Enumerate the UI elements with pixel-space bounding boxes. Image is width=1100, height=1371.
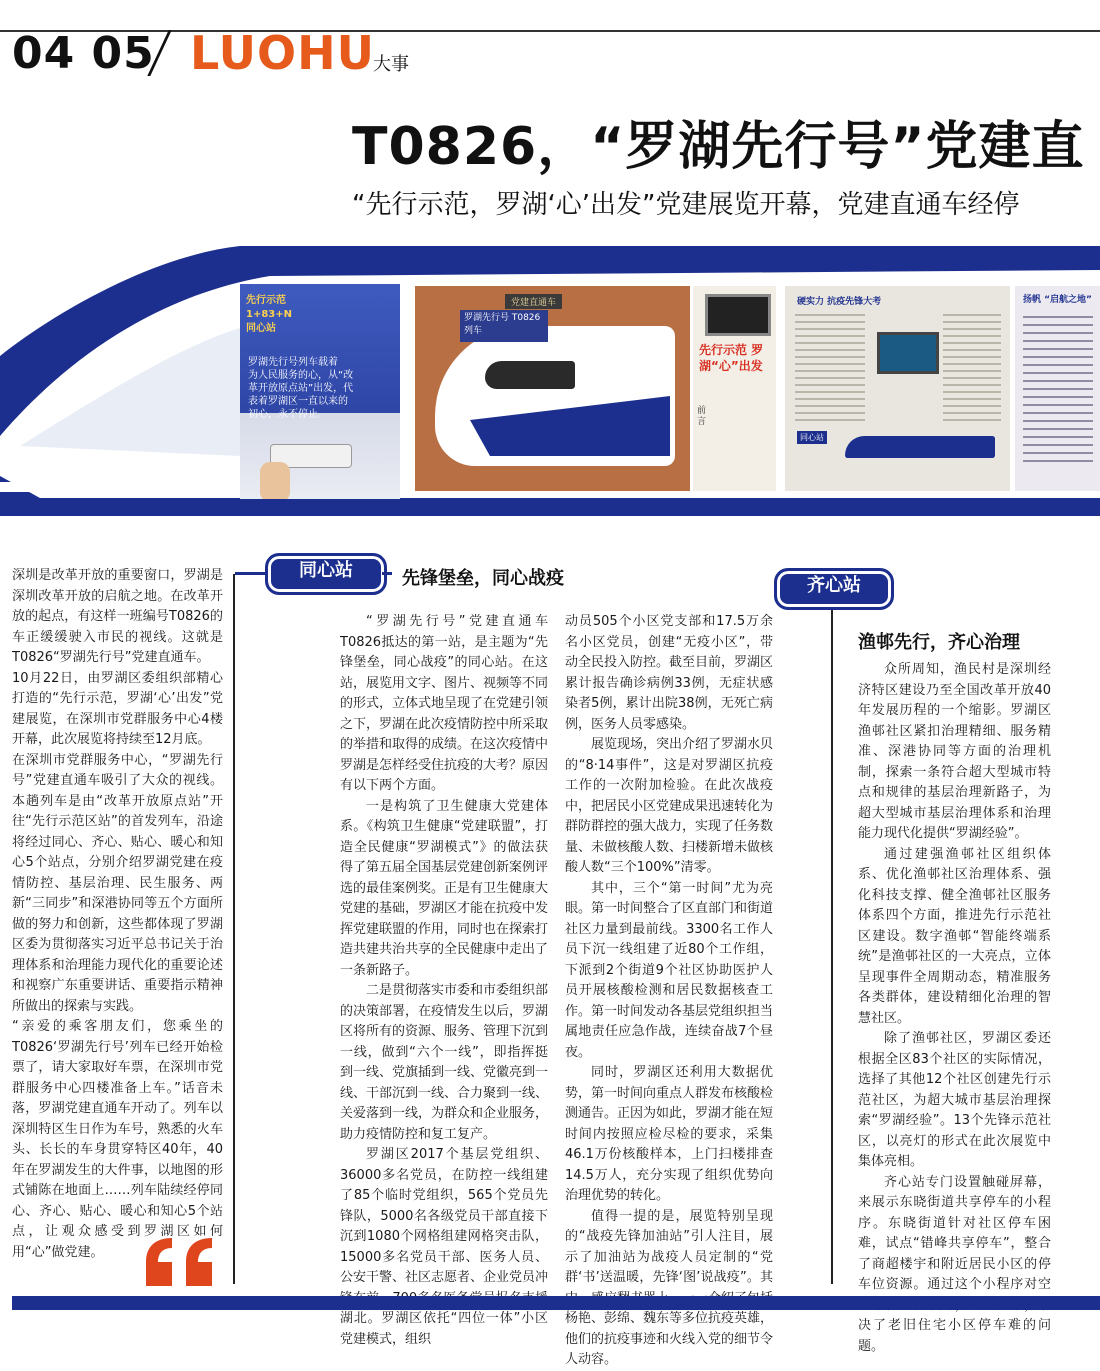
article-paragraph: “罗湖先行号”党建直通车T0826抵达的第一站，是主题为“先锋堡垒，同心战疫”的同心站。在这站，展览用文字、图片、视频等不同的形式，立体式地呈现了在党建引领之下，罗湖在此次疫情防控中所采取的举措和取得的成绩。在这次疫情中罗湖是怎样经受住抗疫的大考？原因有以下两个方面。 xyxy=(340,614,549,793)
photo-label: 前言 xyxy=(697,406,707,427)
exhibit-photo-wall xyxy=(240,284,400,499)
photo-brush-title: 先行示范 罗湖“心”出发 xyxy=(699,343,764,373)
photo-text: 1+83+N xyxy=(246,309,293,320)
article-paragraph: 其中，三个“第一时间”尤为亮眼。第一时间整合了区直部门和街道社区力量到最前线。3300名工作人员下沉一线组建了近80个工作组，下派到2个街道9个社区协助医护人员开展核酸检测和居民数据核查工作。第一时间发动各基层党组织担当属地责任应急作战，连续奋战7个昼夜。 xyxy=(565,880,774,1060)
qixin-column xyxy=(858,660,1051,1357)
intro-paragraph: 在深圳市党群服务中心，“罗湖先行号”党建直通车吸引了大众的视线。本趟列车是由“改革开放原点站”开往“先行示范区站”的首发列车，沿途将经过同心、齐心、贴心、暖心和知心5个站点，分别介绍罗湖党建在疫情防控、基层治理、民生服务、两新“三同步”和深港协同等五个方面所做的努力和创新，这些都体现了罗湖区委为贯彻落实习近平总书记关于治理体系和治理能力现代化的重要论述和视察广东重要讲话、重要指示精神所做出的探索与实践。 xyxy=(12,752,223,1014)
photo-sign: 党建直通车 xyxy=(505,294,562,309)
article-paragraph: 动员505个小区党支部和17.5万余名小区党员，创建“无疫小区”，带动全民投入防控。截至目前，罗湖区累计报告确诊病例33例，无症状感染者5例，累计出院38例，无死亡病例，医务人员零感染。 xyxy=(565,614,774,732)
article-paragraph: 罗湖区2017个基层党组织、36000多名党员，在防控一线组建了85个临时党组织，565个党员先锋队，5000名各级党员干部直接下沉到1080个网格组建网格突击队，15000多名党员干部、医务人员、公安干警、社区志愿者、企业党员冲 湖北。罗湖区依托“四位一体”小区党建模式，组织 xyxy=(340,1147,549,1347)
article-paragraph: 除了渔邨社区，罗湖区委还根据全区83个社区的实际情况，选择了其他12个社区创建先行示范社区，为超大城市基层治理探索“罗湖经验”。13个先锋示范社区，以亮灯的形式在此次展览中集体亮相。 xyxy=(858,1031,1051,1169)
photo-text: 表着罗湖区一直以来的 xyxy=(248,396,348,407)
page-title: T0826，“罗湖先行号”党建直 xyxy=(352,117,1085,177)
photo-board: 罗湖先行号 T0826列车 xyxy=(460,310,548,342)
section-heading-tongxin: 先锋堡垒，同心战疫 xyxy=(402,568,564,589)
photo-text: 为人民服务的心，从“改 xyxy=(248,370,354,381)
section-label: 大事 xyxy=(373,54,409,75)
column-divider xyxy=(233,574,235,1284)
photo-text: 同心站 xyxy=(246,323,276,334)
photo-text: 革开放原点站”出发，代 xyxy=(248,383,354,394)
article-paragraph: 齐心站专门设置触碰屏幕，来展示东晓街道共享停车的小程序。东晓街道针对社区停车困难，试点“错峰共享停车”，整合了商超楼宇和附近居民小区的停车位资源。通过这个小程序对空 决了老旧住宅小区停车难的问题。 xyxy=(858,1174,1051,1354)
station-line xyxy=(235,572,265,575)
footer-bar xyxy=(12,1296,1100,1310)
photo-text: 先行示范 xyxy=(246,295,286,306)
section-heading-qixin: 渔邨先行，齐心治理 xyxy=(858,632,1020,653)
page-subtitle: “先行示范，罗湖‘心’出发”党建展览开幕，党建直通车经停 xyxy=(352,190,1020,220)
article-paragraph: 值得一提的是，展览特别呈现的“战疫先锋加油站”引人注目，展示了加油站为战疫人员定制的“党群‘书’送温暖，先锋‘图’说战疫”。其 杨艳、彭绵、魏东等多位抗疫英雄，他们的抗疫事迹和火线入党的细节令人动容。 xyxy=(565,1208,774,1367)
intro-column xyxy=(12,566,223,1263)
page-numbers: 04 05 xyxy=(12,28,155,79)
quote-mark-icon xyxy=(142,1236,222,1292)
station-line xyxy=(382,572,392,575)
train-illustration xyxy=(0,246,1100,526)
column-divider xyxy=(831,604,833,1284)
intro-paragraph: “亲爱的乘客朋友们，您乘坐的T0826‘罗湖先行号’列车已经开始检票了，请大家取好车票，在深圳市党群服务中心四楼准备上车。”话音未落，罗湖党建直通车开动了。列车以深圳特区生日作为车号，熟悉的火车头、长长的车身贯穿特区40年，40年在罗湖发生的大件事，以地图的形式铺陈在地面上……列车陆续经停同心、齐心、贴心、暖心和知心5个站点，让观众感受到罗湖区如何用“心”做党建。 xyxy=(12,1019,223,1260)
tongxin-column-1 xyxy=(340,612,548,1350)
article-paragraph: 同时，罗湖区还利用大数据优势，第一时间向重点人群发布核酸检测通告。正因为如此，罗湖才能在短时间内按照应检尽检的要求，采集46.1万份核酸样本，上门扫楼排查14.5万人，充分实现了组织优势向治理优势的转化。 xyxy=(565,1065,774,1203)
station-badge-tongxin: 同心站 xyxy=(265,553,387,595)
photo-station-label: 同心站 xyxy=(797,431,827,444)
article-paragraph: 一是构筑了卫生健康大党建体系。《构筑卫生健康“党建联盟”，打造全民健康“罗湖模式”》的做法获得了第五届全国基层党建创新案例评选的最佳案例奖。正是有卫生健康大党建的基础，罗湖区才能在抗疫中发挥党建联盟的作用，同时也在探索打造共建共治共享的全民健康中走出了一条新路子。 xyxy=(340,798,549,978)
exhibit-photo-train xyxy=(415,286,690,491)
header-rule xyxy=(0,30,1100,32)
station-badge-qixin: 齐心站 xyxy=(774,568,894,610)
article-paragraph: 二是贯彻落实市委和市委组织部的决策部署，在疫情发生以后，罗湖区将所有的资源、服务、管理下沉到一线，做到“六个一线”，即指挥挺到一线、党旗插到一线、党徽亮到一线、干部沉到一线、合力聚到一线、关爱落到一线，为群众和企业服务，助力疫情防控和复工复产。 xyxy=(340,983,549,1142)
brand-luohu: LUOHU xyxy=(190,26,375,80)
photo-title: 硬实力 抗疫先锋大考 xyxy=(797,297,882,307)
photo-text: 罗湖先行号列车载着 xyxy=(248,357,338,368)
intro-paragraph: 深圳是改革开放的重要窗口，罗湖是深圳改革开放的启航之地。在改革开放的起点，有这样一班编号T0826的车正缓缓驶入市民的视线。这就是T0826“罗湖先行号”党建直通车。 xyxy=(12,568,223,665)
photo-text: 初心，永不停止 xyxy=(248,409,318,420)
article-paragraph: 展览现场，突出介绍了罗湖水贝的“8·14事件”，这是对罗湖区抗疫工作的一次附加检验。在此次战疫中，把居民小区党建成果迅速转化为群防群控的强大战力，实现了任务数量、未做核酸人数、扫楼新增未做核酸人数“三个100%”清零。 xyxy=(565,737,774,875)
intro-paragraph: 10月22日，由罗湖区委组织部精心打造的“先行示范，罗湖‘心’出发”党建展览，在深圳市党群服务中心4楼开幕，此次展览将持续至12月底。 xyxy=(12,670,223,747)
photo-title: 扬帆 “启航之地” xyxy=(1023,295,1092,305)
exhibit-photo-preface xyxy=(693,286,776,491)
exhibit-photo-qihang xyxy=(1015,286,1100,491)
exhibit-photo-tongxin xyxy=(785,286,1010,491)
tongxin-column-2 xyxy=(565,612,773,1371)
hand xyxy=(260,462,290,499)
article-paragraph: 众所周知，渔民村是深圳经济特区建设乃至全国改革开放40年发展历程的一个缩影。罗湖区渔邨社区紧扣治理精细、服务精准、深港协同等方面的治理机制，探索一条符合超大型城市特点和规律的基层治理新路子，为超大型城市基层治理体系和治理能力现代化提供“罗湖经验”。 xyxy=(858,662,1051,841)
article-paragraph: 通过建强渔邨社区组织体系、优化渔邨社区治理体系、强化科技支撑、健全渔邨社区服务体系四个方面，推进先行示范社区建设。数字渔邨“智能终端系统”是渔邨社区的一大亮点，立体呈现事件全周期动态，精准服务各类群体，建设精细化治理的智慧社区。 xyxy=(858,846,1051,1026)
